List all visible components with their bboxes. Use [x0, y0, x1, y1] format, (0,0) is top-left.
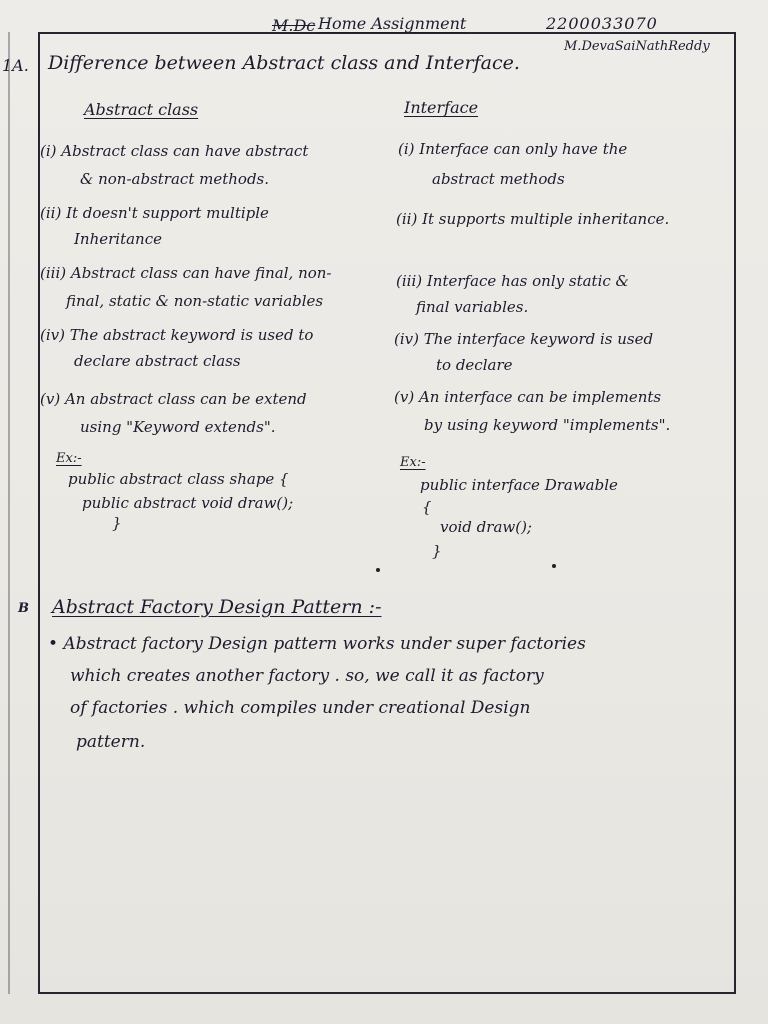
- column-heading-interface: Interface: [404, 98, 479, 117]
- interface-point-5: (v) An interface can be implements: [394, 388, 662, 406]
- question-number-b: B: [18, 601, 29, 616]
- example-label-interface: Ex:-: [400, 455, 426, 470]
- column-heading-abstract: Abstract class: [84, 100, 199, 119]
- ink-dot: [552, 564, 556, 568]
- interface-code-line-3: void draw();: [440, 518, 532, 536]
- abstract-point-3-cont: final, static & non-static variables: [66, 292, 324, 310]
- student-name: M.DevaSaiNathReddy: [564, 39, 710, 54]
- interface-code-line-2: {: [422, 498, 432, 516]
- interface-point-2: (ii) It supports multiple inheritance.: [396, 210, 670, 228]
- abstract-point-5: (v) An abstract class can be extend: [40, 390, 307, 408]
- question-heading: Difference between Abstract class and Interface.: [48, 52, 520, 74]
- abstract-point-3: (iii) Abstract class can have final, non-: [40, 264, 332, 282]
- interface-point-3: (iii) Interface has only static &: [396, 272, 629, 290]
- abstract-point-1: (i) Abstract class can have abstract: [40, 142, 309, 160]
- question-b-heading: Abstract Factory Design Pattern :-: [52, 596, 382, 618]
- struck-text: M.Dc: [272, 16, 316, 35]
- roll-number: 2200033070: [546, 14, 658, 33]
- interface-code-line-4: }: [432, 542, 442, 560]
- abstract-code-line-1: public abstract class shape {: [68, 470, 289, 488]
- abstract-code-line-3: }: [112, 514, 122, 532]
- example-label-abstract: Ex:-: [56, 451, 82, 466]
- question-number: 1A.: [2, 56, 29, 75]
- abstract-point-2-cont: Inheritance: [74, 230, 163, 248]
- interface-point-3-cont: final variables.: [416, 298, 529, 316]
- interface-point-5-cont: by using keyword "implements".: [424, 416, 671, 434]
- answer-line-3: of factories . which compiles under creational Design: [70, 698, 531, 718]
- abstract-point-2: (ii) It doesn't support multiple: [40, 204, 269, 222]
- interface-point-4-cont: to declare: [436, 356, 513, 374]
- page-title: Home Assignment: [318, 14, 467, 33]
- abstract-point-1-cont: & non-abstract methods.: [80, 170, 270, 188]
- answer-line-2: which creates another factory . so, we call it as factory: [70, 666, 544, 686]
- interface-code-line-1: public interface Drawable: [420, 476, 618, 494]
- answer-line-4: pattern.: [76, 732, 146, 752]
- ink-dot: [376, 568, 380, 572]
- abstract-point-4: (iv) The abstract keyword is used to: [40, 326, 314, 344]
- abstract-point-5-cont: using "Keyword extends".: [80, 418, 276, 436]
- abstract-point-4-cont: declare abstract class: [74, 352, 241, 370]
- interface-point-4: (iv) The interface keyword is used: [394, 330, 654, 348]
- interface-point-1: (i) Interface can only have the: [398, 140, 628, 158]
- abstract-code-line-2: public abstract void draw();: [82, 494, 294, 512]
- interface-point-1-cont: abstract methods: [432, 170, 565, 188]
- answer-line-1: • Abstract factory Design pattern works under super factories: [48, 634, 586, 654]
- margin-line: [8, 32, 10, 994]
